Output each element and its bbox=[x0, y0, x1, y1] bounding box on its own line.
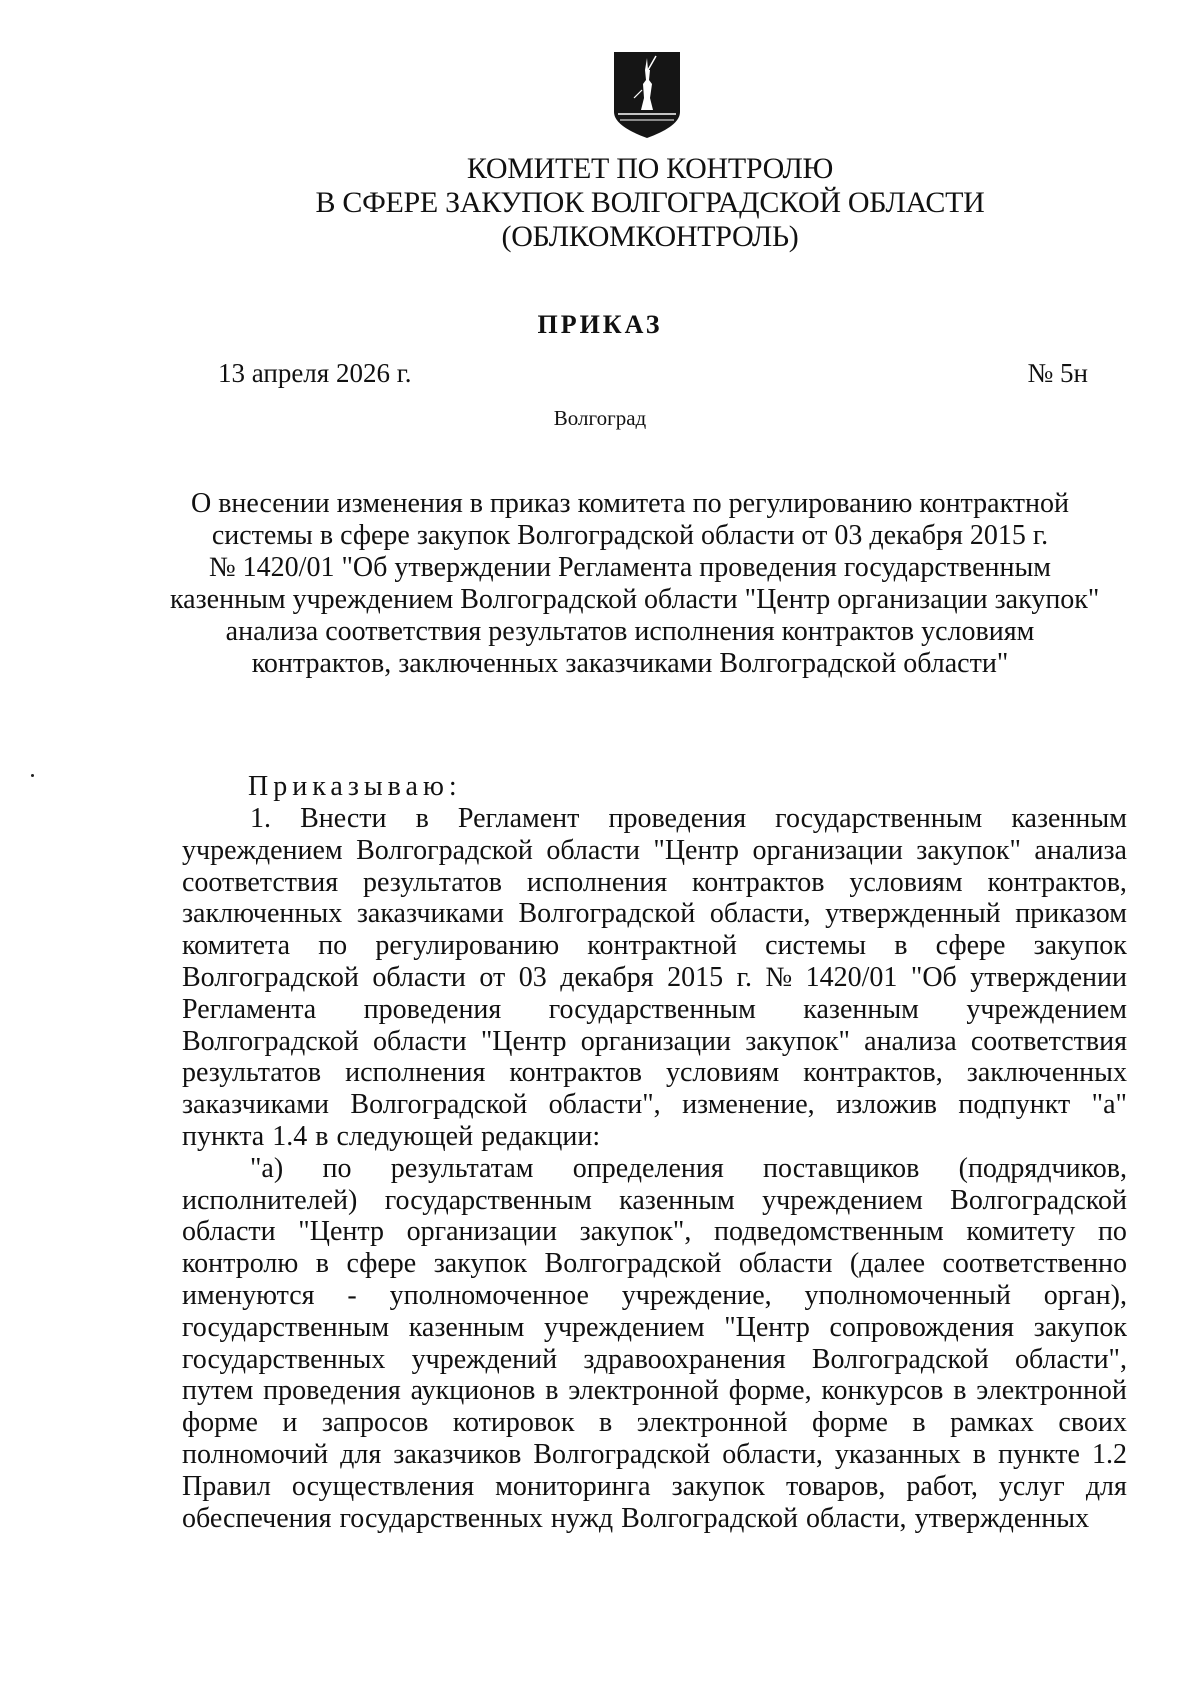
word: (подрядчиков, bbox=[958, 1152, 1127, 1184]
word: форме bbox=[182, 1407, 258, 1439]
body-line bbox=[182, 1185, 1127, 1217]
word: результатов bbox=[182, 1057, 322, 1089]
word: уполномоченный bbox=[804, 1279, 1011, 1311]
word: контрактной bbox=[587, 930, 737, 962]
word: сопровождения bbox=[829, 1311, 1015, 1343]
word: конкурсов bbox=[821, 1375, 944, 1407]
word: услуг bbox=[998, 1470, 1065, 1502]
body-line bbox=[182, 1503, 1127, 1535]
word: Волгоградской bbox=[350, 1089, 528, 1121]
word: в bbox=[912, 1407, 926, 1439]
word: подведомственным bbox=[714, 1216, 944, 1248]
word: в bbox=[315, 1120, 329, 1152]
word: электронной bbox=[976, 1375, 1127, 1407]
word: "Центр bbox=[724, 1311, 810, 1343]
word: пункте bbox=[998, 1438, 1080, 1470]
word: 1420/01 bbox=[805, 961, 898, 993]
word: области bbox=[546, 834, 640, 866]
organization-header bbox=[200, 152, 1100, 254]
word: учреждений bbox=[411, 1343, 558, 1375]
body-line bbox=[182, 930, 1127, 962]
word: аукционов bbox=[410, 1375, 536, 1407]
word: области bbox=[372, 961, 466, 993]
word: закупок" bbox=[916, 834, 1021, 866]
word: форме bbox=[812, 1407, 888, 1439]
word: мониторинга bbox=[495, 1470, 651, 1502]
word: и bbox=[282, 1407, 298, 1439]
word: Волгоградской bbox=[544, 1248, 722, 1280]
scan-speck bbox=[31, 774, 34, 777]
word: указанных bbox=[834, 1438, 961, 1470]
word: государственным bbox=[775, 803, 983, 834]
word: соответствия bbox=[182, 866, 339, 898]
body-line bbox=[182, 1153, 1127, 1185]
word: Внести bbox=[300, 803, 387, 834]
word: заключенных bbox=[182, 898, 343, 930]
word: (далее bbox=[849, 1248, 925, 1280]
body-line bbox=[182, 994, 1127, 1026]
word: подпункт bbox=[958, 1089, 1071, 1121]
document-body bbox=[182, 803, 1127, 1534]
word: приказом bbox=[1015, 898, 1127, 930]
word: сфере bbox=[935, 930, 1006, 962]
word: учреждением bbox=[543, 1311, 705, 1343]
orders-word: Приказываю: bbox=[248, 771, 462, 802]
word: "Центр bbox=[653, 834, 740, 866]
word: пункта bbox=[182, 1120, 265, 1152]
word: контрактов, bbox=[803, 1057, 943, 1089]
word: результатам bbox=[390, 1152, 534, 1184]
word: казенным bbox=[1011, 803, 1127, 834]
word: в bbox=[545, 1375, 559, 1407]
word: исполнения bbox=[526, 866, 668, 898]
word: в bbox=[972, 1438, 987, 1470]
word: Регламент bbox=[457, 803, 580, 834]
word: области", bbox=[548, 1089, 661, 1121]
word: "Об bbox=[910, 961, 957, 993]
word: Волгоградской bbox=[182, 1025, 359, 1057]
word: изменение, bbox=[682, 1089, 815, 1121]
word: электронной bbox=[568, 1375, 719, 1407]
word: контролю bbox=[182, 1248, 299, 1280]
word: проведения bbox=[608, 803, 747, 834]
word: казенным bbox=[619, 1184, 735, 1216]
word: области, bbox=[805, 1502, 907, 1534]
word: государственных bbox=[182, 1343, 386, 1375]
word: организации bbox=[580, 1025, 732, 1057]
document-date: 13 апреля 2026 г. bbox=[218, 358, 412, 388]
word: организации bbox=[406, 1216, 557, 1248]
word: утвержденный bbox=[825, 898, 1001, 930]
title-line: системы в сфере закупок Волгоградской области от 03 декабря 2015 г. bbox=[211, 520, 1049, 551]
word: закупок bbox=[1033, 1311, 1127, 1343]
body-line bbox=[182, 1344, 1127, 1376]
document-title bbox=[170, 488, 1100, 680]
word: для bbox=[1085, 1470, 1127, 1502]
word: условиям bbox=[665, 1057, 780, 1089]
word: 1. bbox=[250, 803, 271, 834]
document-number: № 5н bbox=[1027, 358, 1088, 388]
word: условиям bbox=[849, 866, 963, 898]
word: утвержденных bbox=[914, 1502, 1090, 1534]
word: нужд bbox=[550, 1502, 614, 1534]
word: анализа bbox=[864, 1025, 957, 1057]
body-line bbox=[182, 1312, 1127, 1344]
word: казенным bbox=[408, 1311, 525, 1343]
body-line bbox=[182, 1057, 1127, 1089]
header-line-1: КОМИТЕТ ПО КОНТРОЛЮ bbox=[466, 152, 834, 185]
word: проведения bbox=[363, 993, 502, 1025]
word: № bbox=[765, 961, 793, 993]
word: казенным bbox=[803, 993, 919, 1025]
word: 2015 bbox=[667, 961, 724, 993]
word: "Центр bbox=[480, 1025, 567, 1057]
body-line bbox=[182, 1089, 1127, 1121]
word: учреждение, bbox=[621, 1279, 772, 1311]
word: закупок" bbox=[745, 1025, 850, 1057]
body-line bbox=[182, 1439, 1127, 1471]
word: редакции: bbox=[481, 1120, 601, 1152]
body-line bbox=[182, 1121, 1127, 1153]
word: учреждением bbox=[182, 834, 343, 866]
word: товаров, bbox=[785, 1470, 886, 1502]
word: исполнения bbox=[345, 1057, 486, 1089]
body-line bbox=[182, 898, 1127, 930]
word: уполномоченное bbox=[389, 1279, 589, 1311]
word: комитету bbox=[966, 1216, 1076, 1248]
word: в bbox=[599, 1407, 613, 1439]
title-line: казенным учреждением Волгоградской области "Центр организации закупок" bbox=[170, 584, 1100, 615]
word: Волгоградской bbox=[356, 834, 533, 866]
word: рамках bbox=[950, 1407, 1034, 1439]
document-type: ПРИКАЗ bbox=[537, 310, 663, 339]
word: учреждением bbox=[762, 1184, 923, 1216]
word: области bbox=[182, 1216, 276, 1248]
word: заказчиков bbox=[393, 1438, 522, 1470]
document-city: Волгоград bbox=[553, 406, 647, 430]
word: закупок", bbox=[579, 1216, 692, 1248]
word: системы bbox=[765, 930, 867, 962]
word: для bbox=[340, 1438, 382, 1470]
word: путем bbox=[182, 1375, 254, 1407]
word: электронной bbox=[636, 1407, 788, 1439]
word: Волгоградской bbox=[621, 1502, 798, 1534]
word: комитета bbox=[182, 930, 291, 962]
title-line: О внесении изменения в приказ комитета по регулированию контрактной bbox=[190, 488, 1070, 519]
word: области bbox=[738, 1248, 833, 1280]
word: полномочий bbox=[182, 1438, 329, 1470]
word: здравоохранения bbox=[583, 1343, 786, 1375]
title-line: контрактов, заключенных заказчиками Волгоградской области" bbox=[251, 648, 1009, 679]
word: контрактов bbox=[692, 866, 825, 898]
word: государственным bbox=[384, 1184, 592, 1216]
word: в bbox=[415, 803, 429, 834]
word: закупок bbox=[671, 1470, 765, 1502]
body-line bbox=[182, 1375, 1127, 1407]
word: сфере bbox=[346, 1248, 417, 1280]
word: организации bbox=[752, 834, 903, 866]
word: "а) bbox=[250, 1152, 284, 1184]
word: 1.4 bbox=[272, 1120, 308, 1152]
body-line bbox=[182, 1407, 1127, 1439]
word: в bbox=[315, 1248, 329, 1280]
word: работ, bbox=[906, 1470, 978, 1502]
body-line bbox=[182, 1026, 1127, 1058]
word: утверждении bbox=[970, 961, 1127, 993]
header-line-2: В СФЕРЕ ЗАКУПОК ВОЛГОГРАДСКОЙ ОБЛАСТИ bbox=[315, 186, 985, 219]
word: запросов bbox=[321, 1407, 429, 1439]
word: Волгоградской bbox=[950, 1184, 1127, 1216]
word: - bbox=[347, 1279, 357, 1311]
word: по bbox=[322, 1152, 352, 1184]
body-line bbox=[182, 803, 1127, 835]
word: определения bbox=[572, 1152, 724, 1184]
word: государственным bbox=[182, 1311, 390, 1343]
body-line bbox=[182, 1216, 1127, 1248]
word: Волгоградской bbox=[182, 961, 359, 993]
word: государственным bbox=[548, 993, 756, 1025]
word: контрактов bbox=[509, 1057, 642, 1089]
word: заключенных bbox=[966, 1057, 1127, 1089]
body-line bbox=[182, 835, 1127, 867]
word: закупок bbox=[433, 1248, 528, 1280]
body-line bbox=[182, 1471, 1127, 1503]
word: Правил bbox=[182, 1470, 271, 1502]
word: в bbox=[894, 930, 908, 962]
word: соответствия bbox=[970, 1025, 1127, 1057]
body-line bbox=[182, 867, 1127, 899]
word: следующей bbox=[336, 1120, 474, 1152]
word: Волгоградской bbox=[811, 1343, 989, 1375]
word: государственных bbox=[339, 1502, 543, 1534]
coat-of-arms-emblem bbox=[612, 50, 682, 140]
word: декабря bbox=[560, 961, 654, 993]
word: результатов bbox=[362, 866, 503, 898]
word: поставщиков bbox=[763, 1152, 920, 1184]
title-line: № 1420/01 "Об утверждении Регламента проведения государственным bbox=[208, 552, 1052, 583]
word: исполнителей) bbox=[182, 1184, 358, 1216]
title-line: анализа соответствия результатов исполнения контрактов условиям bbox=[225, 616, 1035, 647]
word: "Центр bbox=[298, 1216, 384, 1248]
word: именуются bbox=[182, 1279, 315, 1311]
word: закупок bbox=[1033, 930, 1127, 962]
word: по bbox=[318, 930, 348, 962]
word: Регламента bbox=[182, 993, 317, 1025]
word: осуществления bbox=[291, 1470, 475, 1502]
word: своих bbox=[1058, 1407, 1127, 1439]
word: регулированию bbox=[375, 930, 560, 962]
body-line bbox=[182, 1248, 1127, 1280]
word: от bbox=[479, 961, 506, 993]
word: форме, bbox=[728, 1375, 812, 1407]
word: проведения bbox=[263, 1375, 401, 1407]
word: области", bbox=[1014, 1343, 1127, 1375]
body-line bbox=[182, 962, 1127, 994]
body-line bbox=[182, 1280, 1127, 1312]
word: "а" bbox=[1091, 1089, 1127, 1121]
word: заказчиками bbox=[356, 898, 504, 930]
word: контрактов, bbox=[987, 866, 1127, 898]
word: орган), bbox=[1043, 1279, 1127, 1311]
word: изложив bbox=[836, 1089, 937, 1121]
word: 1.2 bbox=[1091, 1438, 1127, 1470]
word: в bbox=[953, 1375, 967, 1407]
word: Волгоградской bbox=[533, 1438, 711, 1470]
word: обеспечения bbox=[182, 1502, 332, 1534]
word: по bbox=[1097, 1216, 1127, 1248]
word: области bbox=[373, 1025, 467, 1057]
word: анализа bbox=[1034, 834, 1127, 866]
word: учреждением bbox=[966, 993, 1127, 1025]
word: Волгоградской bbox=[518, 898, 696, 930]
word: котировок bbox=[452, 1407, 575, 1439]
word: соответственно bbox=[942, 1248, 1127, 1280]
word: заказчиками bbox=[182, 1089, 329, 1121]
word: области, bbox=[709, 898, 811, 930]
header-line-3: (ОБЛКОМКОНТРОЛЬ) bbox=[501, 220, 799, 253]
word: г. bbox=[736, 961, 752, 993]
word: 03 bbox=[518, 961, 547, 993]
word: области, bbox=[722, 1438, 823, 1470]
